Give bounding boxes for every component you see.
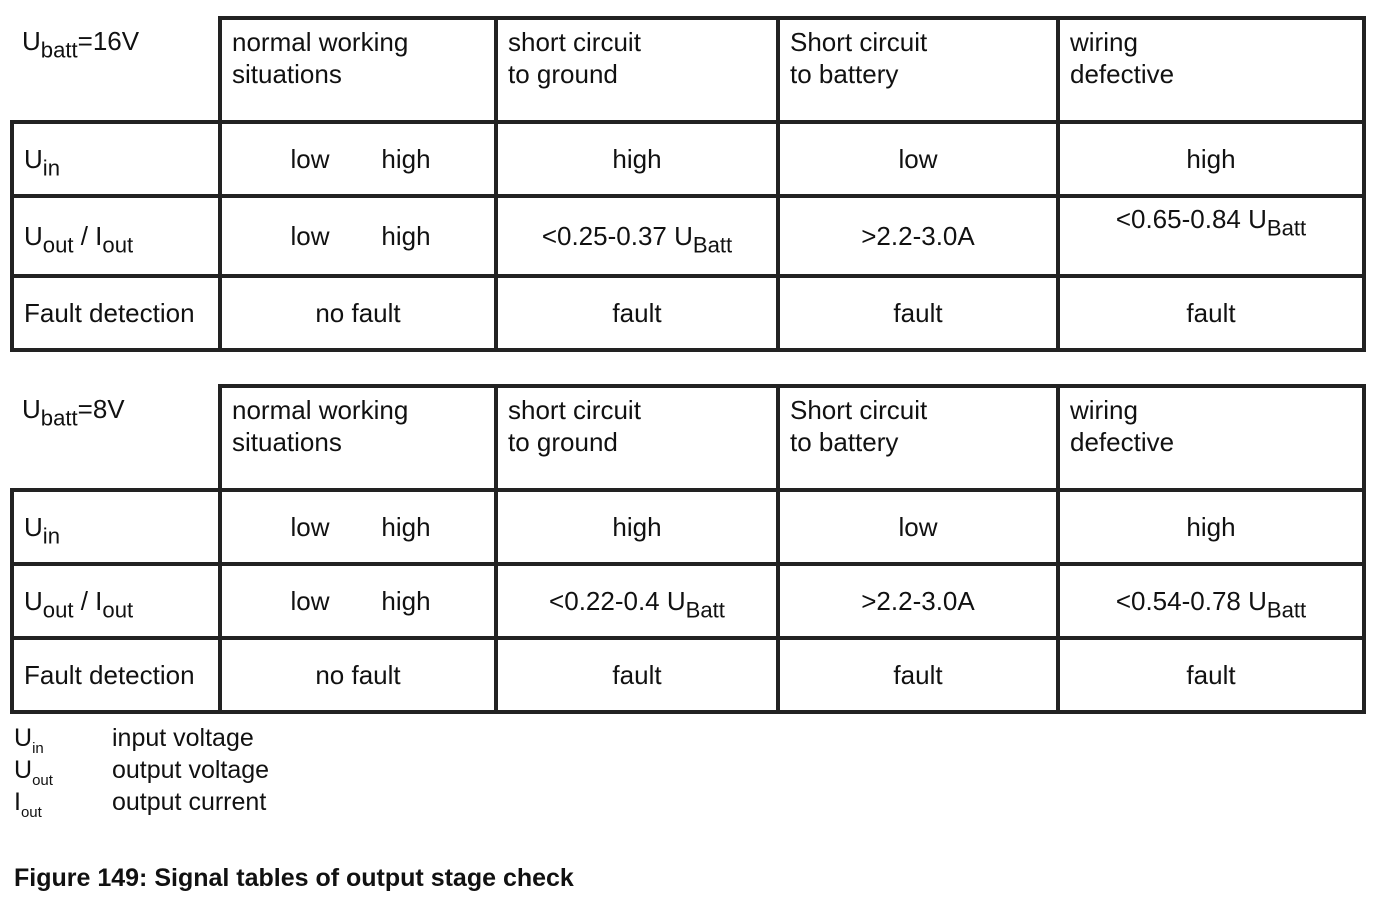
legend-description: input voltage [112,724,254,752]
cell-normal-uin: low high [220,122,496,196]
figure-caption: Figure 149: Signal tables of output stage check [14,864,574,892]
legend-description: output voltage [112,756,270,784]
row-label-uin: $U_{in}$ [12,122,220,196]
battery-voltage-label: $U_{batt}=16V$ [12,18,220,122]
cell-wiring-uout: <0.65-0.84 $U_{Batt}$ [1058,196,1364,276]
legend-symbol: $U_{in}$ [14,724,44,757]
cell-wiring-uin: high [1058,490,1364,564]
header-normal-working: normal working situations [220,386,496,490]
battery-voltage-label: $U_{batt}=8V$ [12,386,220,490]
table-header-row [12,18,1364,122]
legend-symbol: $U_{out}$ [14,756,53,789]
header-short-to-battery: Short circuit to battery [778,18,1058,122]
table-row-fault [12,638,1364,712]
row-label-fault-detection: Fault detection [12,638,220,712]
signal-table-8v [10,384,1366,714]
header-normal-working: normal working situations [220,18,496,122]
legend-description: output current [112,788,267,816]
row-label-uout-iout: $U_{out} / I_{out}$ [12,196,220,276]
table-row-uout [12,196,1364,276]
row-label-uout-iout: $U_{out} / I_{out}$ [12,564,220,638]
cell-normal-uin: low high [220,490,496,564]
cell-battery-fault: fault [778,638,1058,712]
cell-wiring-uin: high [1058,122,1364,196]
symbol-legend [14,722,270,821]
cell-battery-uin: low [778,122,1058,196]
row-label-fault-detection: Fault detection [12,276,220,350]
table-header-row [12,386,1364,490]
cell-wiring-fault: fault [1058,276,1364,350]
header-wiring-defective: wiring defective [1058,386,1364,490]
legend-item-iout [14,786,269,821]
cell-normal-fault: no fault [220,276,496,350]
header-short-to-ground: short circuit to ground [496,18,778,122]
cell-ground-uout: <0.22-0.4 $U_{Batt}$ [496,564,778,638]
cell-normal-fault: no fault [220,638,496,712]
cell-battery-uout: >2.2-3.0A [778,196,1058,276]
legend-symbol: $I_{out}$ [14,788,42,821]
signal-table-16v [10,16,1366,352]
table-row-uin [12,122,1364,196]
cell-ground-uout: <0.25-0.37 $U_{Batt}$ [496,196,778,276]
table-row-uout [12,564,1364,638]
legend-item-uout [14,754,270,789]
row-label-uin: $U_{in}$ [12,490,220,564]
cell-ground-fault: fault [496,276,778,350]
cell-ground-uin: high [496,490,778,564]
legend-item-uin [14,722,269,757]
cell-wiring-fault: fault [1058,638,1364,712]
cell-battery-uin: low [778,490,1058,564]
header-short-to-battery: Short circuit to battery [778,386,1058,490]
cell-battery-fault: fault [778,276,1058,350]
cell-battery-uout: >2.2-3.0A [778,564,1058,638]
header-short-to-ground: short circuit to ground [496,386,778,490]
table-row-uin [12,490,1364,564]
cell-normal-uout: low high [220,196,496,276]
cell-ground-fault: fault [496,638,778,712]
cell-wiring-uout: <0.54-0.78 $U_{Batt}$ [1058,564,1364,638]
table-row-fault [12,276,1364,350]
cell-normal-uout: low high [220,564,496,638]
cell-ground-uin: high [496,122,778,196]
header-wiring-defective: wiring defective [1058,18,1364,122]
